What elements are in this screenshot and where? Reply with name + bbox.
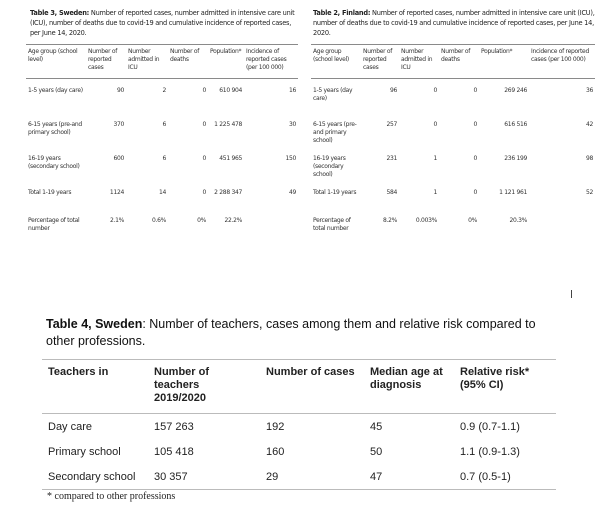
table4-footnote: * compared to other professions: [47, 491, 176, 502]
table-row: [42, 464, 556, 490]
table2-grid: [311, 44, 595, 243]
table-row: [42, 439, 556, 464]
table-cell: 16-19 years (secondary school): [313, 155, 346, 178]
table3-header-cell: Number of deaths: [170, 48, 200, 63]
table3-header-cell: Population*: [210, 48, 242, 55]
table-cell: 0: [473, 155, 477, 162]
table-cell: 36: [585, 87, 593, 94]
table3-caption: Table 3, Sweden: Number of reported cases, number admitted in intensive care unit (ICU), number of deaths due to covid-19 and cumulative incidence of reported cases, per June 14, 2020.: [30, 9, 295, 37]
table-cell: 14: [158, 189, 166, 196]
table3-header-cell: Age group (school level): [28, 48, 78, 63]
table-cell: 0.003%: [415, 217, 437, 224]
table-cell: 6: [162, 121, 166, 128]
table-row: [26, 181, 298, 209]
table-row: [26, 209, 298, 243]
table3-grid: [26, 44, 298, 243]
table-cell: 0: [202, 155, 206, 162]
table-cell: 192: [266, 421, 285, 433]
table-cell: 0: [473, 121, 477, 128]
table-cell: 2 288 347: [214, 189, 242, 196]
table-cell: 105 418: [154, 446, 194, 458]
table4-sweden-panel: [40, 316, 560, 490]
table-row: [311, 209, 595, 243]
table2-header-cell: Number of reported cases: [363, 48, 393, 71]
table-cell: 16: [288, 87, 296, 94]
table-row: [311, 79, 595, 114]
table-cell: 30 357: [154, 471, 188, 483]
table4-grid: [42, 359, 556, 490]
table-cell: 29: [266, 471, 279, 483]
table-cell: 2: [162, 87, 166, 94]
table-cell: 6: [162, 155, 166, 162]
table-cell: 30: [288, 121, 296, 128]
table-cell: 1: [433, 155, 437, 162]
table-cell: 1-5 years (day care): [313, 87, 353, 102]
table-cell: 0: [202, 121, 206, 128]
table-row: [311, 113, 595, 147]
table4-header-cell: Number of teachers 2019/2020: [154, 366, 209, 404]
table2-header-cell: Incidence of reported cases (per 100 000): [531, 48, 589, 63]
table-row: [311, 147, 595, 181]
table-cell: 0.6%: [151, 217, 166, 224]
table-cell: 1 121 961: [499, 189, 527, 196]
table-cell: 90: [116, 87, 124, 94]
table4-header-cell: Median age at diagnosis: [370, 366, 443, 391]
table4-title: Table 4, Sweden: Number of teachers, cases among them and relative risk compared to other professions.: [46, 317, 536, 348]
table-row: [311, 181, 595, 209]
table-cell: 20.3%: [509, 217, 527, 224]
table-cell: 150: [285, 155, 296, 162]
table2-header-cell: Number of deaths: [441, 48, 471, 63]
table-cell: Percentage of total number: [313, 217, 351, 232]
table2-caption: Table 2, Finland: Number of reported cases, number admitted in intensive care unit (ICU), number of deaths due to covid-19 and cumulative incidence of reported cases, per June 14, 2020.: [313, 9, 595, 37]
table-cell: 451 965: [219, 155, 242, 162]
table-cell: 0: [433, 121, 437, 128]
table3-header-row: [26, 45, 298, 79]
table-cell: 0%: [197, 217, 206, 224]
table4-header-cell: Relative risk* (95% CI): [460, 366, 530, 391]
table-cell: 50: [370, 446, 383, 458]
table-cell: 1124: [109, 189, 124, 196]
table-cell: 52: [585, 189, 593, 196]
table-cell: 257: [386, 121, 397, 128]
table-cell: 8.2%: [382, 217, 397, 224]
table-cell: 1.1 (0.9-1.3): [460, 446, 520, 458]
table-cell: 610 904: [219, 87, 242, 94]
table-cell: 45: [370, 421, 383, 433]
table-cell: 6-15 years (pre-and primary school): [28, 121, 82, 136]
table-cell: 370: [113, 121, 124, 128]
text-cursor: [571, 290, 572, 298]
table-cell: [529, 209, 595, 243]
table-cell: 49: [288, 189, 296, 196]
table-cell: 0: [202, 87, 206, 94]
table4-header-cell: Number of cases: [266, 366, 355, 378]
table-cell: 16-19 years (secondary school): [28, 155, 80, 170]
table2-header-cell: Age group (school level): [313, 48, 349, 63]
table-cell: Secondary school: [48, 471, 136, 483]
table-cell: 96: [389, 87, 397, 94]
table-row: [42, 414, 556, 440]
table-cell: 0: [202, 189, 206, 196]
table-cell: 236 199: [504, 155, 527, 162]
table-cell: Day care: [48, 421, 93, 433]
table-row: [26, 147, 298, 181]
table-cell: 0: [473, 87, 477, 94]
table3-sweden-panel: [4, 8, 298, 243]
table-cell: 98: [585, 155, 593, 162]
table-cell: 157 263: [154, 421, 194, 433]
table-cell: 231: [386, 155, 397, 162]
table-cell: 0.7 (0.5-1): [460, 471, 511, 483]
table-cell: 0: [473, 189, 477, 196]
table-row: [26, 79, 298, 114]
table3-header-cell: Number of reported cases: [88, 48, 118, 71]
table-cell: Percentage of total number: [28, 217, 80, 232]
table3-header-cell: Incidence of reported cases (per 100 000): [246, 48, 287, 71]
table2-header-cell: Number admitted in ICU: [401, 48, 433, 71]
table-cell: 0: [433, 87, 437, 94]
table2-header-cell: Population*: [481, 48, 513, 55]
table-cell: 0.9 (0.7-1.1): [460, 421, 520, 433]
table-cell: 47: [370, 471, 383, 483]
table-cell: 616 516: [504, 121, 527, 128]
table-cell: 42: [585, 121, 593, 128]
table3-header-cell: Number admitted in ICU: [128, 48, 160, 71]
table4-header-row: [42, 360, 556, 414]
table-cell: Total 1-19 years: [28, 189, 72, 196]
table-cell: [244, 209, 298, 243]
table-cell: 160: [266, 446, 285, 458]
table-cell: 600: [113, 155, 124, 162]
table2-finland-panel: [309, 8, 595, 243]
table-cell: 22.2%: [224, 217, 242, 224]
table-cell: 2.1%: [109, 217, 124, 224]
table-cell: 6-15 years (pre-and primary school): [313, 121, 357, 144]
table-cell: Primary school: [48, 446, 121, 458]
table4-header-cell: Teachers in: [48, 366, 109, 378]
table-cell: 269 246: [504, 87, 527, 94]
table-row: [26, 113, 298, 147]
table2-header-row: [311, 45, 595, 79]
table-cell: 0%: [468, 217, 477, 224]
table-cell: 584: [386, 189, 397, 196]
table-cell: Total 1-19 years: [313, 189, 357, 196]
table-cell: 1-5 years (day care): [28, 87, 83, 94]
table-cell: 1 225 478: [214, 121, 242, 128]
table-cell: 1: [433, 189, 437, 196]
